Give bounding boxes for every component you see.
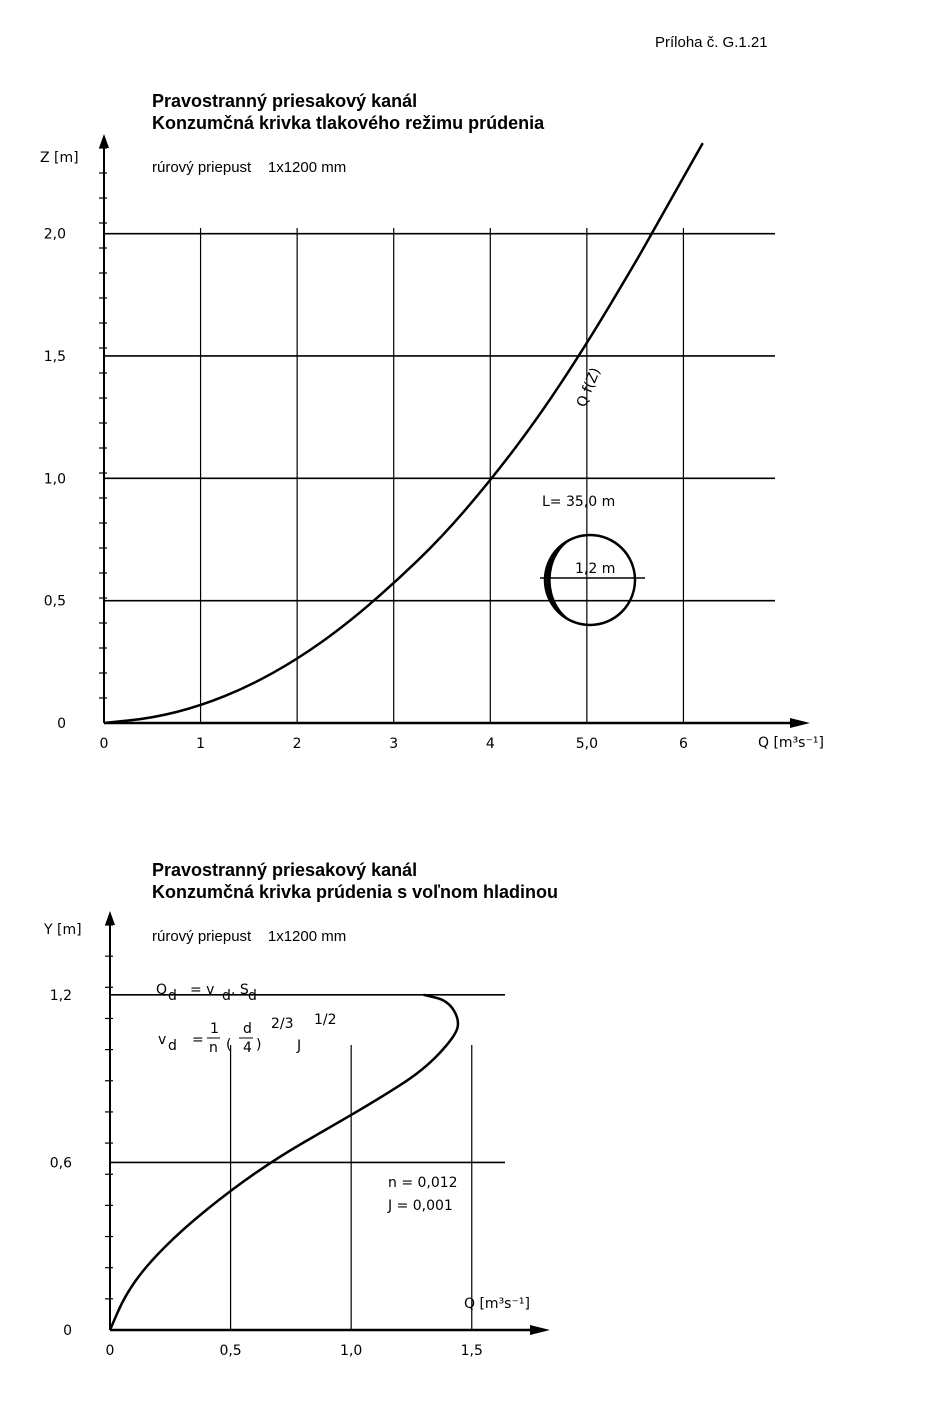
y-axis-arrow: [99, 134, 109, 148]
diameter-label: 1,2 m: [575, 561, 616, 577]
y-tick-label: 0: [57, 716, 66, 732]
x-axis-arrow: [530, 1325, 550, 1335]
svg-text:v: v: [158, 1032, 167, 1048]
chart1-title-line1: Pravostranný priesakový kanál: [152, 91, 418, 111]
svg-text:J: J: [297, 1038, 302, 1054]
svg-text:(: (: [226, 1037, 232, 1053]
chart1-title-line2: Konzumčná krivka tlakového režimu prúdenia: [152, 113, 545, 133]
x-axis-arrow: [790, 718, 810, 728]
y-tick-label: 1,2: [49, 987, 72, 1004]
chart1-ylabel: Z [m]: [40, 150, 79, 166]
svg-text:. S: . S: [231, 982, 249, 998]
svg-text:4: 4: [243, 1040, 252, 1056]
chart1-series-label: Q f(Z): [573, 365, 605, 410]
x-tick-label: 2: [292, 736, 302, 752]
y-tick-label: 0,5: [43, 593, 66, 610]
x-tick-label: 0: [99, 736, 109, 752]
chart2-note: rúrový priepust 1x1200 mm: [152, 928, 347, 945]
annex-label: Príloha č. G.1.21: [655, 34, 768, 51]
chart1-grid: [104, 228, 775, 723]
y-tick-label: 0: [63, 1323, 72, 1339]
chart2-ticks: [50, 925, 483, 1359]
chart2-title-line1: Pravostranný priesakový kanál: [152, 860, 418, 880]
x-tick-label: 4: [485, 736, 495, 752]
x-tick-label: 1: [196, 736, 206, 752]
x-tick-label: 1,0: [340, 1343, 363, 1359]
svg-text:): ): [256, 1037, 262, 1053]
x-tick-label: 0: [105, 1343, 115, 1359]
x-tick-label: 6: [678, 736, 688, 752]
svg-text:= v: = v: [190, 982, 215, 998]
svg-text:d: d: [168, 988, 177, 1004]
y-axis-arrow: [105, 911, 115, 925]
formula-velocity: [158, 1012, 337, 1056]
chart2-xlabel: Q [m³s⁻¹]: [464, 1296, 530, 1312]
chart1-xlabel: Q [m³s⁻¹]: [758, 735, 824, 751]
chart2-ylabel: Y [m]: [44, 922, 82, 938]
chart1-axes: [99, 134, 810, 728]
y-tick-label: 1,5: [43, 348, 66, 365]
x-tick-label: 5,0: [575, 736, 598, 752]
svg-text:d: d: [168, 1038, 177, 1054]
x-tick-label: 3: [389, 736, 399, 752]
svg-text:1: 1: [210, 1021, 219, 1037]
param-n: n = 0,012: [388, 1175, 458, 1191]
chart2-axes: [105, 911, 550, 1335]
svg-text:d: d: [222, 988, 231, 1004]
svg-text:1/2: 1/2: [314, 1012, 337, 1028]
svg-text:Q: Q: [156, 982, 168, 998]
svg-text:=: =: [192, 1032, 204, 1048]
chart1-note: rúrový priepust 1x1200 mm: [152, 159, 347, 176]
y-tick-label: 2,0: [43, 226, 66, 243]
param-j: J = 0,001: [388, 1198, 453, 1214]
x-tick-label: 1,5: [460, 1343, 483, 1359]
length-annotation: L= 35,0 m: [542, 494, 616, 510]
chart1-ticks: [44, 148, 688, 752]
x-tick-label: 0,5: [219, 1343, 242, 1359]
svg-text:d: d: [248, 988, 257, 1004]
formula-discharge: [156, 982, 257, 1004]
svg-text:n: n: [209, 1040, 218, 1056]
chart1-series: [104, 143, 703, 723]
y-tick-label: 0,6: [49, 1155, 72, 1172]
svg-text:d: d: [243, 1021, 252, 1037]
y-tick-label: 1,0: [43, 471, 66, 488]
pipe-cross-section: [540, 535, 645, 625]
series-line: [104, 143, 703, 723]
svg-text:2/3: 2/3: [271, 1016, 294, 1032]
chart2-title-line2: Konzumčná krivka prúdenia s voľnom hladinou: [152, 882, 559, 902]
